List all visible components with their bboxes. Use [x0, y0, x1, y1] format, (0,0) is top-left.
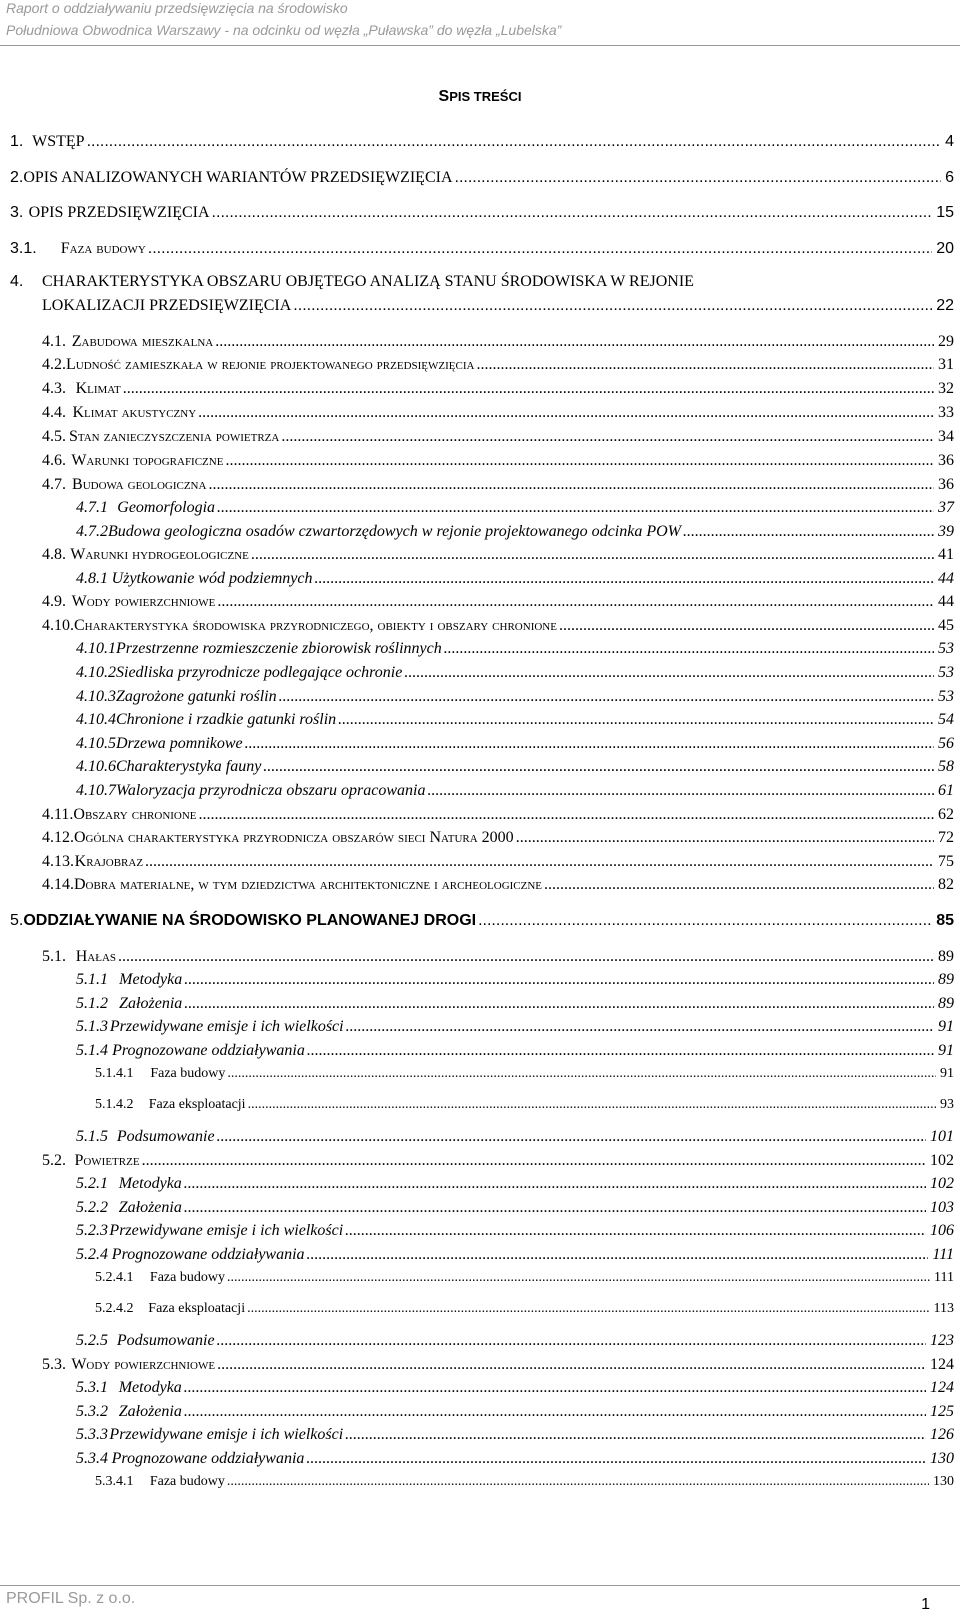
- running-header-title: Raport o oddziaływaniu przedsięwzięcia na środowisko: [6, 0, 348, 16]
- toc-leader: [217, 499, 934, 517]
- footer-divider: [0, 1585, 960, 1586]
- toc-entry-page: 53: [938, 664, 954, 681]
- toc-entry-3-1[interactable]: [10, 240, 954, 258]
- toc-leader: [199, 806, 934, 824]
- toc-entry-title: Hałas: [75, 948, 117, 965]
- toc-entry-4-13[interactable]: [42, 853, 954, 871]
- toc-entry-title: Faza budowy: [60, 240, 146, 257]
- toc-leader: [184, 995, 934, 1013]
- toc-leader: [428, 782, 935, 800]
- toc-entry-title: Siedliska przyrodnicze podlegające ochronie: [116, 664, 403, 681]
- toc-entry-title: Podsumowanie: [116, 1332, 215, 1349]
- toc-entry-3[interactable]: [10, 204, 954, 222]
- toc-entry-number: 5.2.4: [76, 1246, 108, 1263]
- toc-entry-title: Chronione i rzadkie gatunki roślin: [116, 711, 337, 728]
- toc-entry-5-1-2[interactable]: [76, 995, 954, 1013]
- toc-leader: [217, 1332, 926, 1350]
- toc-entry-4-10-4[interactable]: [76, 711, 954, 729]
- toc-entry-5-2[interactable]: [42, 1152, 954, 1170]
- running-header-subtitle: Południowa Obwodnica Warszawy - na odcinku od węzła „Puławska” do węzła „Lubelska”: [6, 22, 562, 38]
- toc-entry-number: 4.13.: [42, 853, 74, 870]
- toc-entry-page: 106: [930, 1222, 954, 1239]
- toc-leader: [118, 948, 934, 966]
- toc-entry-page: 72: [938, 829, 954, 846]
- toc-entry-title: Budowa geologiczna: [72, 476, 207, 493]
- toc-entry-title: Przewidywane emisje i ich wielkości: [109, 1426, 344, 1443]
- toc-entry-page: 103: [930, 1199, 954, 1216]
- toc-entry-title: Wody powierzchniowe: [71, 1356, 216, 1373]
- toc-entry-page: 53: [938, 640, 954, 657]
- toc-leader: [215, 333, 934, 351]
- toc-entry-5-1-3[interactable]: [76, 1018, 954, 1036]
- toc-entry-number: 4.: [10, 273, 24, 290]
- toc-leader: [306, 1450, 926, 1468]
- toc-entry-page: 20: [936, 240, 954, 257]
- toc-entry-number: 4.10.2: [76, 664, 116, 681]
- toc-entry-page: 61: [938, 782, 954, 799]
- toc-leader: [346, 1018, 934, 1036]
- toc-entry-title: Dobra materialne, w tym dziedzictwa architektoniczne i archeologiczne: [74, 876, 543, 893]
- toc-entry-4-10-2[interactable]: [76, 664, 954, 682]
- toc-entry-number: 5.1.3: [76, 1018, 108, 1035]
- toc-leader: [227, 1474, 929, 1490]
- toc-entry-number: 4.9.: [42, 593, 66, 610]
- toc-entry-5-1-5[interactable]: [76, 1128, 954, 1146]
- toc-entry-5-2-4-2[interactable]: [95, 1301, 954, 1317]
- toc-entry-title: Ludność zamieszkała w rejonie projektowanego przedsięwzięcia: [66, 356, 475, 373]
- toc-entry-page: 75: [938, 853, 954, 870]
- toc-entry-page: 15: [936, 204, 954, 221]
- toc-entry-page: 123: [930, 1332, 954, 1349]
- toc-entry-page: 102: [930, 1175, 954, 1192]
- toc-entry-number: 4.10.1: [76, 640, 116, 657]
- toc-leader: [544, 876, 934, 894]
- toc-entry-number: 5.1.2: [76, 995, 108, 1012]
- toc-entry-number: 4.8.1: [76, 570, 108, 587]
- toc-entry-title: Warunki hydrogeologiczne: [70, 546, 249, 563]
- toc-entry-number: 4.2.: [42, 356, 66, 373]
- toc-leader: [345, 1222, 926, 1240]
- toc-entry-page: 85: [936, 912, 954, 929]
- toc-entry-number: 4.10.6: [76, 758, 116, 775]
- toc-entry-number: 4.1.: [42, 333, 66, 350]
- toc-entry-4-cont[interactable]: [42, 297, 954, 315]
- toc-entry-title: ODDZIAŁYWANIE NA ŚRODOWISKO PLANOWANEJ DROGI: [23, 912, 477, 929]
- toc-leader: [315, 570, 934, 588]
- toc-entry-number: 5.3.: [42, 1356, 66, 1373]
- toc-entry-page: 41: [938, 546, 954, 563]
- toc-entry-title: Klimat akustyczny: [72, 404, 197, 421]
- toc-entry-number: 3.1.: [10, 240, 37, 257]
- toc-entry-number: 4.14.: [42, 876, 74, 893]
- toc-leader: [198, 404, 934, 422]
- toc-entry-5-1-4-1[interactable]: [95, 1066, 954, 1082]
- toc-entry-5[interactable]: [10, 912, 954, 930]
- toc-entry-4-10[interactable]: [42, 617, 954, 635]
- toc-entry-title: Podsumowanie: [116, 1128, 215, 1145]
- toc-entry-page: 31: [938, 356, 954, 373]
- toc-entry-page: 126: [930, 1426, 954, 1443]
- toc-leader: [478, 912, 932, 930]
- toc-entry-number: 4.7.2: [76, 523, 108, 540]
- toc-entry-number: 5.2.4.1: [95, 1270, 134, 1285]
- toc-entry-title: Ogólna charakterystyka przyrodnicza obszarów sieci Natura 2000: [74, 829, 514, 846]
- toc-entry-title: Drzewa pomnikowe: [116, 735, 243, 752]
- toc-entry-page: 93: [940, 1097, 954, 1112]
- toc-leader: [245, 735, 934, 753]
- toc-entry-title: Metodyka: [118, 1379, 182, 1396]
- toc-entry-4-10-3[interactable]: [76, 688, 954, 706]
- toc-entry-5-3-4[interactable]: [76, 1450, 954, 1468]
- toc-leader: [683, 523, 934, 541]
- toc-leader: [404, 664, 934, 682]
- toc-entry-2[interactable]: [10, 169, 954, 187]
- toc-entry-5-3-3[interactable]: [76, 1426, 954, 1444]
- toc-entry-page: 44: [938, 593, 954, 610]
- toc-entry-number: 5.3.3: [76, 1426, 108, 1443]
- toc-entry-page: 111: [932, 1246, 954, 1263]
- toc-leader: [251, 546, 934, 564]
- toc-entry-number: 4.10.5: [76, 735, 116, 752]
- toc-entry-4-10-5[interactable]: [76, 735, 954, 753]
- toc-leader: [217, 593, 934, 611]
- toc-entry-number: 5.1.4.1: [95, 1066, 134, 1081]
- toc-entry-title: Charakterystyka fauny: [116, 758, 262, 775]
- toc-entry-page: 101: [930, 1128, 954, 1145]
- toc-entry-page: 125: [930, 1403, 954, 1420]
- toc-entry-page: 102: [930, 1152, 954, 1169]
- toc-entry-5-3-1[interactable]: [76, 1379, 954, 1397]
- toc-leader: [263, 758, 934, 776]
- toc-entry-number: 4.10.3: [76, 688, 116, 705]
- toc-entry-4-14[interactable]: [42, 876, 954, 894]
- toc-leader: [217, 1128, 926, 1146]
- toc-entry-number: 4.10.7: [76, 782, 116, 799]
- toc-leader: [307, 1246, 929, 1264]
- toc-entry-title: Założenia: [118, 1199, 182, 1216]
- toc-entry-4-8[interactable]: [42, 546, 954, 564]
- toc-entry-number: 4.7.: [42, 476, 66, 493]
- toc-entry-page: 34: [938, 428, 954, 445]
- toc-leader: [217, 1356, 926, 1374]
- toc-leader: [293, 297, 932, 315]
- toc-entry-number: 5.: [10, 912, 24, 929]
- toc-leader: [227, 1066, 936, 1082]
- toc-entry-title: Budowa geologiczna osadów czwartorzędowych w rejonie projektowanego odcinka POW: [108, 523, 681, 540]
- toc-entry-4-1[interactable]: [42, 333, 954, 351]
- toc-entry-4-10-6[interactable]: [76, 758, 954, 776]
- toc-entry-page: 4: [945, 133, 954, 150]
- toc-entry-5-2-1[interactable]: [76, 1175, 954, 1193]
- toc-entry-5-1-1[interactable]: [76, 971, 954, 989]
- toc-entry-title: Prognozowane oddziaływania: [112, 1042, 305, 1059]
- toc-entry-number: 4.10.4: [76, 711, 116, 728]
- toc-entry-title: Faza eksploatacji: [148, 1301, 246, 1316]
- toc-entry-page: 33: [938, 404, 954, 421]
- toc-leader: [184, 1379, 926, 1397]
- toc-entry-5-2-4[interactable]: [76, 1246, 954, 1264]
- toc-entry-title: Faza budowy: [149, 1474, 225, 1489]
- toc-leader: [123, 380, 934, 398]
- toc-entry-page: 32: [938, 380, 954, 397]
- toc-entry-number: 5.3.1: [76, 1379, 108, 1396]
- toc-entry-page: 124: [930, 1379, 954, 1396]
- toc-leader: [212, 204, 933, 222]
- toc-leader: [559, 617, 934, 635]
- toc-entry-1[interactable]: [10, 133, 954, 151]
- toc-entry-4-10-7[interactable]: [76, 782, 954, 800]
- toc-entry-5-1-4[interactable]: [76, 1042, 954, 1060]
- toc-entry-title: Waloryzacja przyrodnicza obszaru opracowania: [116, 782, 426, 799]
- toc-entry-page: 82: [938, 876, 954, 893]
- toc-entry-title: Geomorfologia: [117, 499, 216, 516]
- toc-entry-title: WSTĘP: [32, 133, 85, 150]
- toc-entry-title: Stan zanieczyszczenia powietrza: [69, 428, 280, 445]
- toc-leader: [208, 476, 934, 494]
- toc-leader: [476, 356, 934, 374]
- toc-entry-5-2-5[interactable]: [76, 1332, 954, 1350]
- toc-entry-4-10-1[interactable]: [76, 640, 954, 658]
- toc-entry-title: Warunki topograficzne: [71, 452, 224, 469]
- toc-entry-number: 5.2.5: [76, 1332, 108, 1349]
- toc-leader: [87, 133, 942, 151]
- toc-entry-4-6[interactable]: [42, 452, 954, 470]
- toc-leader: [184, 971, 934, 989]
- toc-entry-title: OPIS PRZEDSIĘWZIĘCIA: [28, 204, 210, 221]
- toc-entry-title: Użytkowanie wód podziemnych: [111, 570, 313, 587]
- toc-entry-title: Krajobraz: [74, 853, 144, 870]
- toc-entry-page: 29: [938, 333, 954, 350]
- toc-entry-number: 4.7.1: [76, 499, 108, 516]
- header-divider: [0, 45, 960, 46]
- footer-page-number: 1: [921, 1596, 930, 1613]
- toc-entry-5-2-2[interactable]: [76, 1199, 954, 1217]
- toc-heading: [0, 88, 960, 106]
- toc-entry-page: 37: [938, 499, 954, 516]
- toc-entry-4[interactable]: [10, 273, 954, 291]
- toc-entry-number: 5.2.3: [76, 1222, 108, 1239]
- toc-entry-number: 5.2.2: [76, 1199, 108, 1216]
- toc-entry-number: 5.1.5: [76, 1128, 108, 1145]
- toc-entry-title: Przestrzenne rozmieszczenie zbiorowisk roślinnych: [116, 640, 442, 657]
- toc-leader: [455, 169, 942, 187]
- toc-entry-number: 5.3.4: [76, 1450, 108, 1467]
- toc-leader: [248, 1097, 936, 1113]
- toc-entry-5-1-4-2[interactable]: [95, 1097, 954, 1113]
- toc-leader: [225, 452, 934, 470]
- toc-entry-title: CHARAKTERYSTYKA OBSZARU OBJĘTEGO ANALIZĄ STANU ŚRODOWISKA W REJONIE: [42, 273, 694, 290]
- toc-entry-4-7[interactable]: [42, 476, 954, 494]
- toc-leader: [184, 1199, 926, 1217]
- toc-entry-title: Przewidywane emisje i ich wielkości: [109, 1018, 344, 1035]
- toc-entry-page: 91: [940, 1066, 954, 1081]
- toc-entry-title: Prognozowane oddziaływania: [111, 1246, 305, 1263]
- toc-entry-number: 2.: [10, 169, 24, 186]
- toc-entry-page: 130: [933, 1474, 954, 1489]
- toc-entry-number: 5.3.4.1: [95, 1474, 134, 1489]
- toc-entry-4-5[interactable]: [42, 428, 954, 446]
- toc-entry-page: 124: [930, 1356, 954, 1373]
- toc-entry-number: 5.2.: [42, 1152, 66, 1169]
- toc-entry-4-12[interactable]: [42, 829, 954, 847]
- toc-leader: [338, 711, 934, 729]
- toc-leader: [247, 1301, 929, 1317]
- toc-entry-title: Faza eksploatacji: [148, 1097, 246, 1112]
- toc-entry-5-1[interactable]: [42, 948, 954, 966]
- toc-entry-title: OPIS ANALIZOWANYCH WARIANTÓW PRZEDSIĘWZIĘCIA: [23, 169, 453, 186]
- toc-entry-number: 5.1.: [42, 948, 66, 965]
- toc-entry-title: Wody powierzchniowe: [71, 593, 216, 610]
- toc-leader: [145, 853, 934, 871]
- toc-entry-page: 91: [938, 1018, 954, 1035]
- toc-entry-number: 4.10.: [42, 617, 74, 634]
- toc-entry-number: 3.: [10, 204, 24, 221]
- toc-entry-number: 5.2.1: [76, 1175, 108, 1192]
- toc-entry-page: 89: [938, 995, 954, 1012]
- toc-entry-number: 5.1.4.2: [95, 1097, 134, 1112]
- toc-entry-page: 130: [930, 1450, 954, 1467]
- toc-entry-5-3-2[interactable]: [76, 1403, 954, 1421]
- toc-entry-page: 113: [933, 1301, 954, 1316]
- toc-leader: [444, 640, 934, 658]
- toc-entry-title: Faza budowy: [149, 1270, 225, 1285]
- toc-entry-title: Faza budowy: [150, 1066, 226, 1081]
- toc-entry-4-3[interactable]: [42, 380, 954, 398]
- toc-entry-5-3[interactable]: [42, 1356, 954, 1374]
- toc-entry-page: 91: [938, 1042, 954, 1059]
- toc-entry-page: 54: [938, 711, 954, 728]
- toc-entry-page: 36: [938, 452, 954, 469]
- toc-heading-rest: PIS TREŚCI: [449, 89, 522, 104]
- toc-entry-page: 53: [938, 688, 954, 705]
- toc-entry-number: 4.12.: [42, 829, 74, 846]
- toc-entry-5-2-4-1[interactable]: [95, 1270, 954, 1286]
- toc-entry-page: 62: [938, 806, 954, 823]
- toc-entry-4-8-1[interactable]: [76, 570, 954, 588]
- toc-entry-4-4[interactable]: [42, 404, 954, 422]
- toc-entry-title: Zabudowa mieszkalna: [71, 333, 214, 350]
- toc-entry-number: 5.1.1: [76, 971, 108, 988]
- toc-heading-initial: S: [438, 88, 450, 105]
- toc-entry-page: 22: [936, 297, 954, 314]
- toc-entry-4-2[interactable]: [42, 356, 954, 374]
- toc-entry-title: Zagrożone gatunki roślin: [116, 688, 277, 705]
- toc-entry-page: 111: [934, 1270, 954, 1285]
- toc-leader: [307, 1042, 934, 1060]
- toc-leader: [227, 1270, 930, 1286]
- toc-entry-4-7-2[interactable]: [76, 523, 954, 541]
- toc-entry-title: Klimat: [75, 380, 121, 397]
- toc-entry-page: 45: [938, 617, 954, 634]
- toc-entry-page: 89: [938, 948, 954, 965]
- toc-entry-page: 89: [938, 971, 954, 988]
- toc-entry-page: 6: [945, 169, 954, 186]
- toc-leader: [142, 1152, 926, 1170]
- footer-company: PROFIL Sp. z o.o.: [6, 1590, 136, 1607]
- toc-entry-number: 5.2.4.2: [95, 1301, 134, 1316]
- toc-entry-title: Założenia: [118, 1403, 182, 1420]
- toc-entry-4-7-1[interactable]: [76, 499, 954, 517]
- toc-entry-5-2-3[interactable]: [76, 1222, 954, 1240]
- toc-entry-number: 1.: [10, 133, 24, 150]
- toc-leader: [516, 829, 934, 847]
- toc-entry-5-3-4-1[interactable]: [95, 1474, 954, 1490]
- toc-leader: [345, 1426, 926, 1444]
- toc-entry-number: 4.3.: [42, 380, 66, 397]
- toc-entry-title: Metodyka: [118, 1175, 182, 1192]
- toc-leader: [184, 1175, 926, 1193]
- toc-entry-title: Przewidywane emisje i ich wielkości: [109, 1222, 344, 1239]
- toc-entry-title: Założenia: [119, 995, 183, 1012]
- toc-entry-number: 5.1.4: [76, 1042, 108, 1059]
- toc-entry-title: Powietrze: [74, 1152, 140, 1169]
- toc-leader: [281, 428, 934, 446]
- toc-entry-number: 5.3.2: [76, 1403, 108, 1420]
- toc-entry-number: 4.6.: [42, 452, 66, 469]
- toc-entry-title: Charakterystyka środowiska przyrodniczego, obiekty i obszary chronione: [74, 617, 557, 634]
- toc-leader: [279, 688, 934, 706]
- toc-entry-number: 4.11.: [42, 806, 74, 823]
- toc-entry-title: Prognozowane oddziaływania: [111, 1450, 305, 1467]
- toc-entry-page: 44: [938, 570, 954, 587]
- toc-entry-title: Metodyka: [119, 971, 183, 988]
- toc-entry-number: 4.5.: [42, 428, 66, 445]
- toc-entry-number: 4.4.: [42, 404, 66, 421]
- toc-entry-number: 4.8.: [42, 546, 66, 563]
- toc-entry-page: 56: [938, 735, 954, 752]
- toc-entry-page: 36: [938, 476, 954, 493]
- toc-entry-title: Obszary chronione: [73, 806, 197, 823]
- toc-entry-4-9[interactable]: [42, 593, 954, 611]
- toc-entry-title-continuation: LOKALIZACJI PRZEDSIĘWZIĘCIA: [42, 297, 292, 314]
- toc-entry-page: 58: [938, 758, 954, 775]
- toc-entry-4-11[interactable]: [42, 806, 954, 824]
- toc-leader: [184, 1403, 926, 1421]
- toc-entry-page: 39: [938, 523, 954, 540]
- toc-leader: [148, 240, 932, 258]
